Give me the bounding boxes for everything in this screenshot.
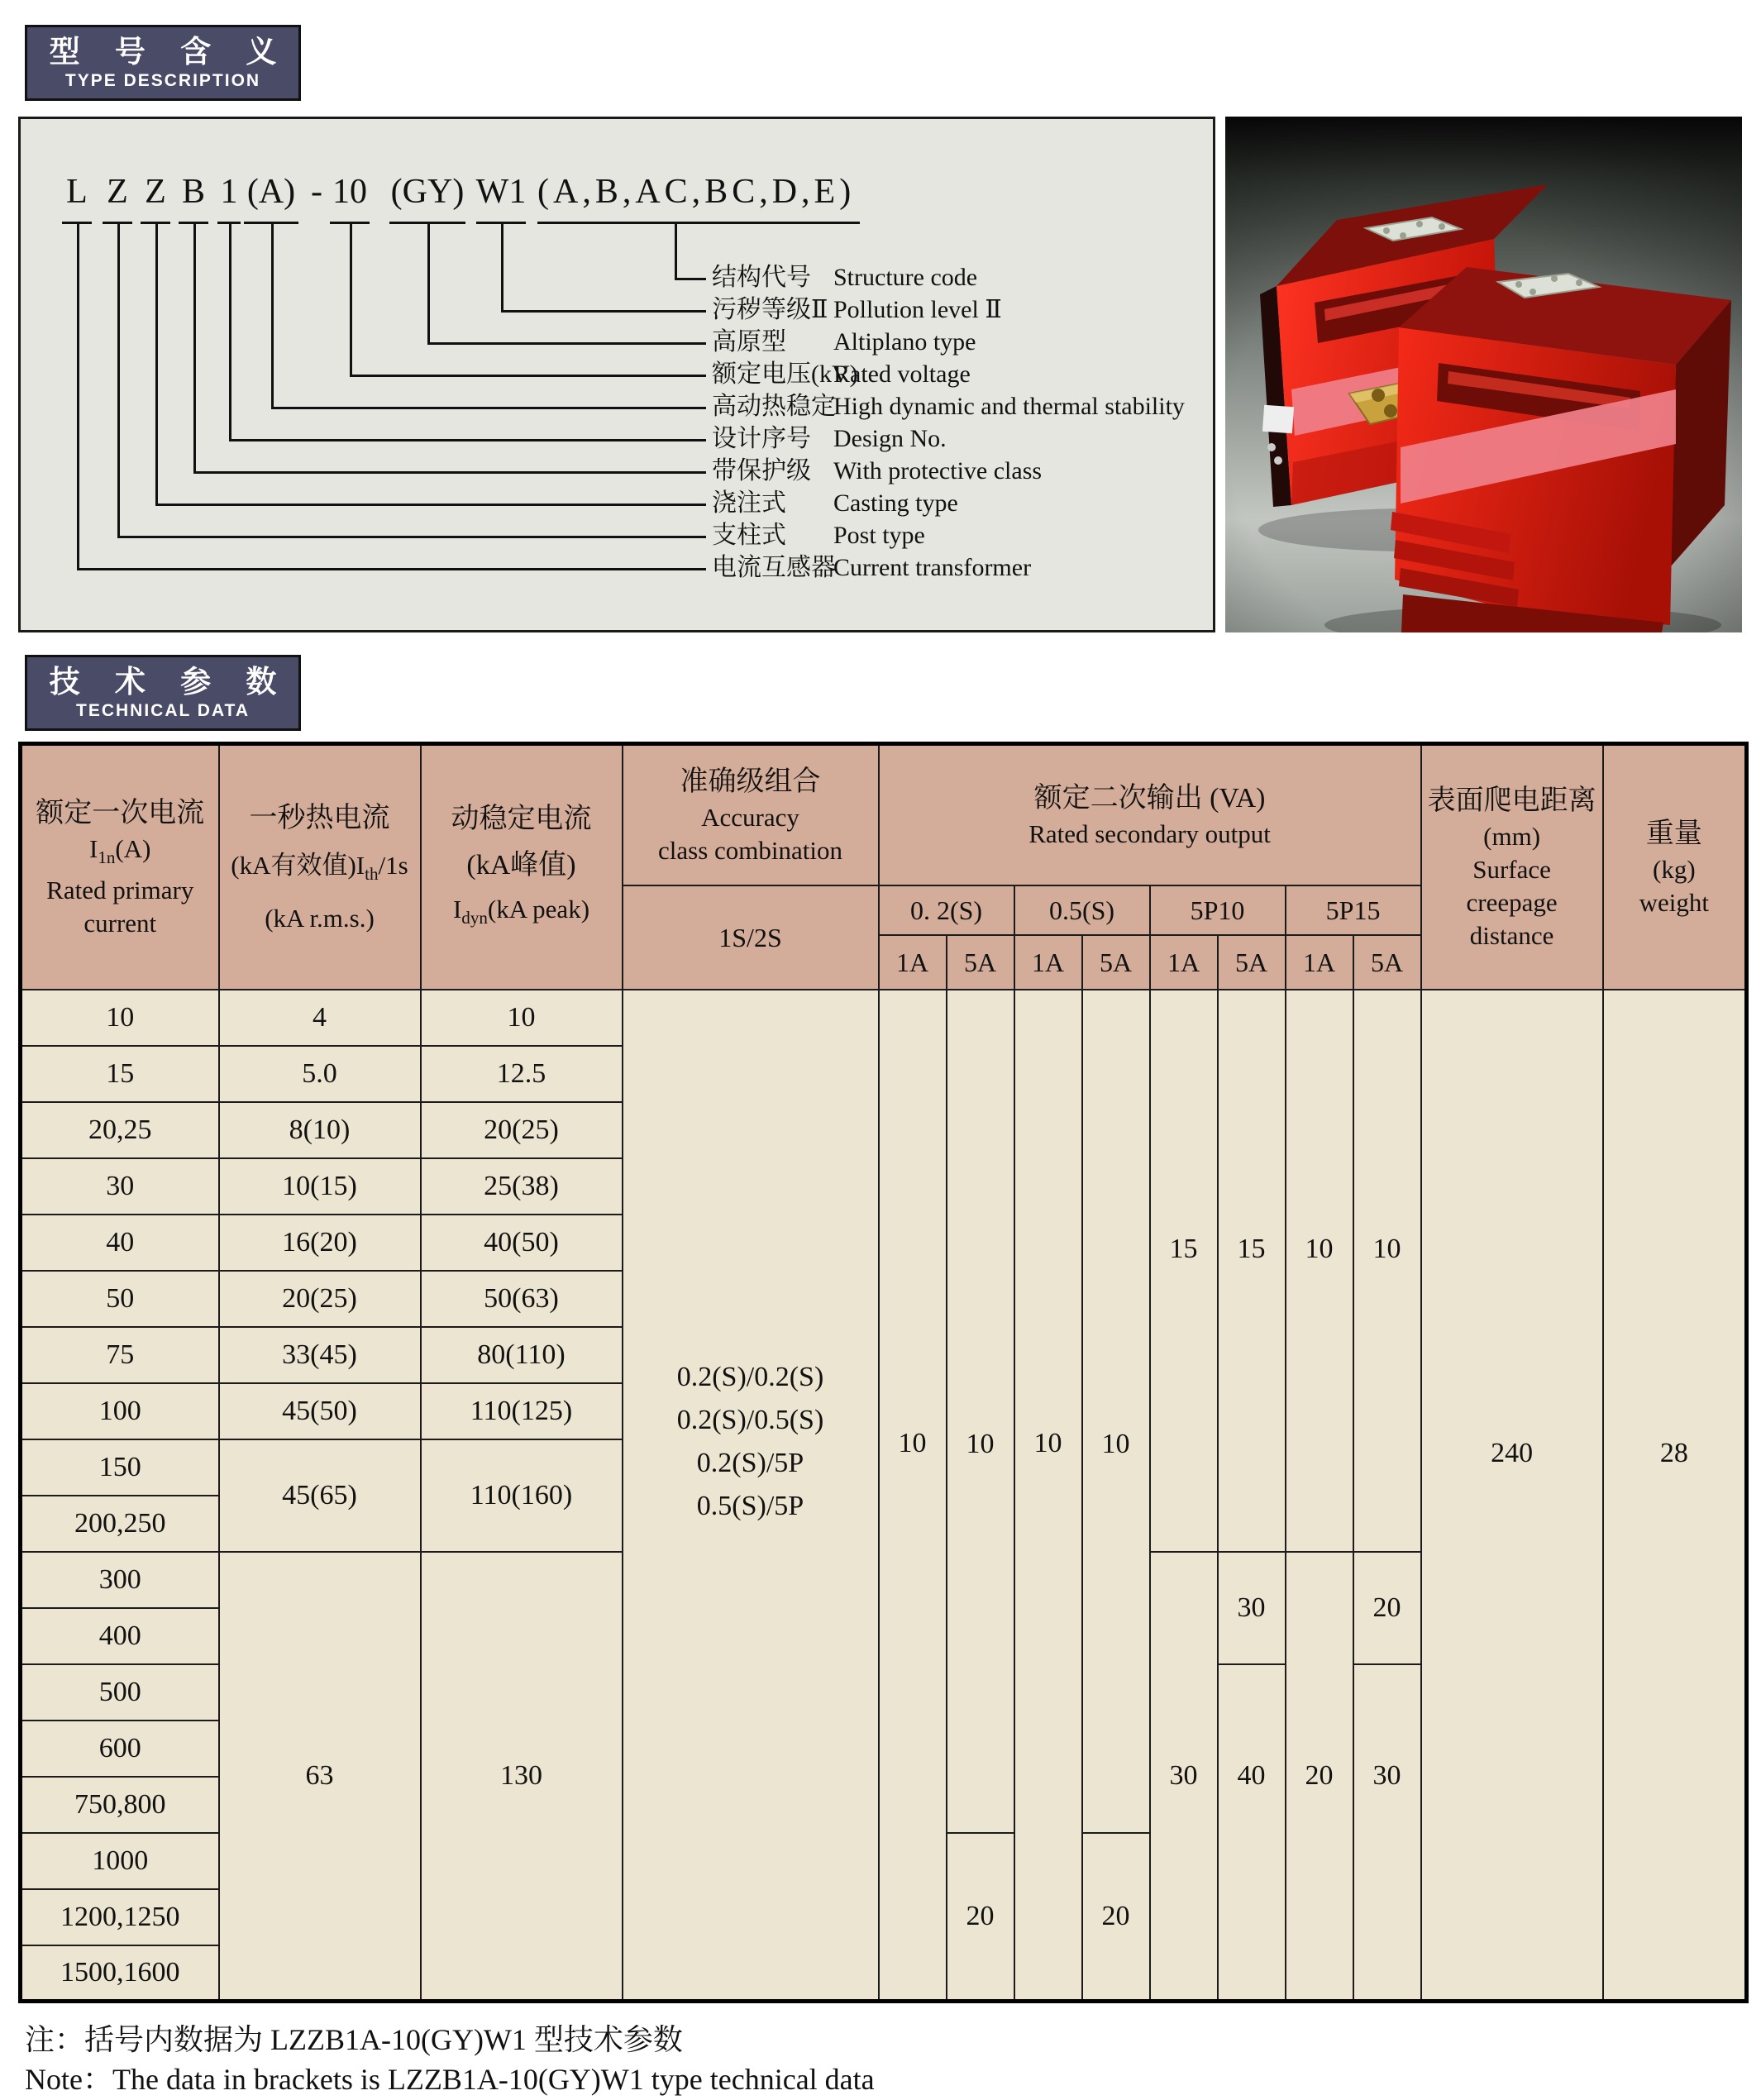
- code-label-zh: 电流互感器: [712, 554, 836, 581]
- cell-output: 10: [947, 990, 1014, 1833]
- cell-thermal: 63: [219, 1552, 421, 2002]
- header-accuracy-combination: 准确级组合 Accuracy class combination: [623, 744, 879, 885]
- cell-output: 20: [1286, 1552, 1353, 2002]
- header-class-5p10: 5P10: [1150, 885, 1286, 935]
- header-current-1a: 1A: [1014, 935, 1082, 990]
- cell-dynamic: 40(50): [421, 1215, 623, 1271]
- cell-thermal: 10(15): [219, 1158, 421, 1215]
- model-part: L: [66, 173, 88, 211]
- cell-primary: 100: [21, 1383, 219, 1439]
- model-part: B: [181, 173, 206, 211]
- cell-primary: 400: [21, 1608, 219, 1664]
- header-class-5p15: 5P15: [1286, 885, 1421, 935]
- cell-thermal: 45(50): [219, 1383, 421, 1439]
- code-label-zh: 结构代号: [712, 264, 811, 291]
- header-creepage-distance: 表面爬电距离 (mm) Surface creepage distance: [1421, 744, 1603, 990]
- cell-thermal: 4: [219, 990, 421, 1046]
- header-current-5a: 5A: [1082, 935, 1150, 990]
- cell-output: 10: [879, 990, 947, 2002]
- model-part: -: [311, 173, 322, 211]
- code-label-en: Altiplano type: [833, 328, 976, 356]
- cell-primary: 300: [21, 1552, 219, 1608]
- code-label-en: Design No.: [833, 425, 947, 452]
- cell-primary: 1500,1600: [21, 1945, 219, 2002]
- code-label-zh: 设计序号: [712, 425, 811, 452]
- technical-data-table: [18, 742, 1749, 2003]
- model-part: Z: [145, 173, 166, 211]
- cell-accuracy-combination: 0.2(S)/0.2(S) 0.2(S)/0.5(S) 0.2(S)/5P 0.5(S)/5P: [623, 990, 879, 2002]
- model-part: (GY): [390, 173, 465, 211]
- cell-primary: 30: [21, 1158, 219, 1215]
- header-current-1a: 1A: [1286, 935, 1353, 990]
- table-row: [21, 990, 1747, 1046]
- cell-thermal: 20(25): [219, 1271, 421, 1327]
- code-label-en: Structure code: [833, 264, 978, 291]
- cell-output: 20: [947, 1833, 1014, 2002]
- cell-weight: 28: [1603, 990, 1747, 2002]
- model-part: Z: [107, 173, 128, 211]
- connector-line: [77, 224, 706, 570]
- cell-primary: 1000: [21, 1833, 219, 1889]
- cell-output: 30: [1353, 1664, 1421, 2002]
- model-part: 1: [220, 173, 238, 211]
- header-dynamic-current: 动稳定电流 (kA峰值) $I_{dyn}(kA$ peak): [421, 744, 623, 990]
- code-label-en: Rated voltage: [833, 360, 971, 388]
- cell-dynamic: 20(25): [421, 1102, 623, 1158]
- cell-thermal: 33(45): [219, 1327, 421, 1383]
- cell-primary: 500: [21, 1664, 219, 1721]
- footnote-zh: 注：括号内数据为 LZZB1A-10(GY)W1 型技术参数: [25, 2023, 683, 2056]
- cell-primary: 50: [21, 1271, 219, 1327]
- cell-output: 20: [1353, 1552, 1421, 1664]
- model-part: W1: [475, 173, 527, 211]
- header-current-5a: 5A: [1353, 935, 1421, 990]
- cell-output: 40: [1218, 1664, 1286, 2002]
- header-current-1a: 1A: [1150, 935, 1218, 990]
- cell-output: 10: [1014, 990, 1082, 2002]
- cell-primary: 10: [21, 990, 219, 1046]
- cell-output: 15: [1218, 990, 1286, 1552]
- header-current-5a: 5A: [947, 935, 1014, 990]
- cell-output: 10: [1286, 990, 1353, 1552]
- cell-thermal: 5.0: [219, 1046, 421, 1102]
- cell-primary: 40: [21, 1215, 219, 1271]
- header-thermal-current: 一秒热电流 (kA有效值)$I_{th}/1s$ (kA r.m.s.): [219, 744, 421, 990]
- cell-primary: 150: [21, 1439, 219, 1496]
- model-part: (A): [246, 173, 296, 211]
- code-label-zh: 高原型: [712, 328, 786, 356]
- cell-dynamic: 130: [421, 1552, 623, 2002]
- section-header-technical-data: [25, 655, 301, 731]
- header-secondary-output: 额定二次输出 (VA) Rated secondary output: [879, 744, 1421, 885]
- section-title-zh: 型 号 含 义: [49, 35, 290, 69]
- cell-creepage: 240: [1421, 990, 1603, 2002]
- cell-dynamic: 12.5: [421, 1046, 623, 1102]
- cell-dynamic: 80(110): [421, 1327, 623, 1383]
- cell-dynamic: 110(160): [421, 1439, 623, 1552]
- header-current-1a: 1A: [879, 935, 947, 990]
- cell-primary: 15: [21, 1046, 219, 1102]
- code-label-en: Current transformer: [833, 554, 1032, 581]
- footnote: [25, 2020, 875, 2099]
- section-title-en: TECHNICAL DATA: [76, 701, 250, 720]
- model-part-structure-codes: (A,B,AC,BC,D,E): [537, 173, 856, 211]
- cell-output: 30: [1150, 1552, 1218, 2002]
- cell-primary: 600: [21, 1721, 219, 1777]
- cell-thermal: 16(20): [219, 1215, 421, 1271]
- code-label-en: High dynamic and thermal stability: [833, 393, 1185, 420]
- cell-dynamic: 25(38): [421, 1158, 623, 1215]
- header-current-5a: 5A: [1218, 935, 1286, 990]
- section-title-zh: 技 术 参 数: [49, 665, 290, 699]
- header-1s2s: 1S/2S: [623, 885, 879, 990]
- cell-primary: 75: [21, 1327, 219, 1383]
- code-label-en: Casting type: [833, 489, 958, 517]
- code-label-zh: 污秽等级Ⅱ: [712, 296, 828, 323]
- cell-output: 30: [1218, 1552, 1286, 1664]
- code-label-zh: 额定电压(kV): [712, 360, 858, 388]
- section-header-type-description: [25, 25, 301, 101]
- section-title-en: TYPE DESCRIPTION: [64, 71, 261, 90]
- product-photo: [1225, 117, 1742, 632]
- cell-thermal: 8(10): [219, 1102, 421, 1158]
- code-label-zh: 浇注式: [712, 489, 786, 517]
- cell-dynamic: 110(125): [421, 1383, 623, 1439]
- cell-primary: 750,800: [21, 1777, 219, 1833]
- cell-primary: 20,25: [21, 1102, 219, 1158]
- cell-output: 20: [1082, 1833, 1150, 2002]
- cell-primary: 1200,1250: [21, 1889, 219, 1945]
- code-label-zh: 支柱式: [712, 522, 786, 549]
- cell-dynamic: 50(63): [421, 1271, 623, 1327]
- footnote-en: Note：The data in brackets is LZZB1A-10(GY)W1 type technical data: [25, 2063, 875, 2096]
- cell-output: 10: [1353, 990, 1421, 1552]
- model-part: 10: [332, 173, 367, 211]
- cell-dynamic: 10: [421, 990, 623, 1046]
- header-class-02s: 0. 2(S): [879, 885, 1014, 935]
- type-description-panel: [18, 117, 1215, 632]
- header-weight: 重量 (kg) weight: [1603, 744, 1747, 990]
- cell-output: 15: [1150, 990, 1218, 1552]
- cell-thermal: 45(65): [219, 1439, 421, 1552]
- code-label-zh: 带保护级: [712, 457, 811, 484]
- code-label-zh: 高动热稳定: [712, 393, 836, 420]
- code-label-en: Pollution level Ⅱ: [833, 296, 1002, 323]
- code-label-en: Post type: [833, 522, 925, 549]
- code-label-en: With protective class: [833, 457, 1043, 484]
- header-primary-current: 额定一次电流 $I_{1n}(A)$ Rated primary current: [21, 744, 219, 990]
- header-class-05s: 0.5(S): [1014, 885, 1150, 935]
- cell-primary: 200,250: [21, 1496, 219, 1552]
- cell-output: 10: [1082, 990, 1150, 1833]
